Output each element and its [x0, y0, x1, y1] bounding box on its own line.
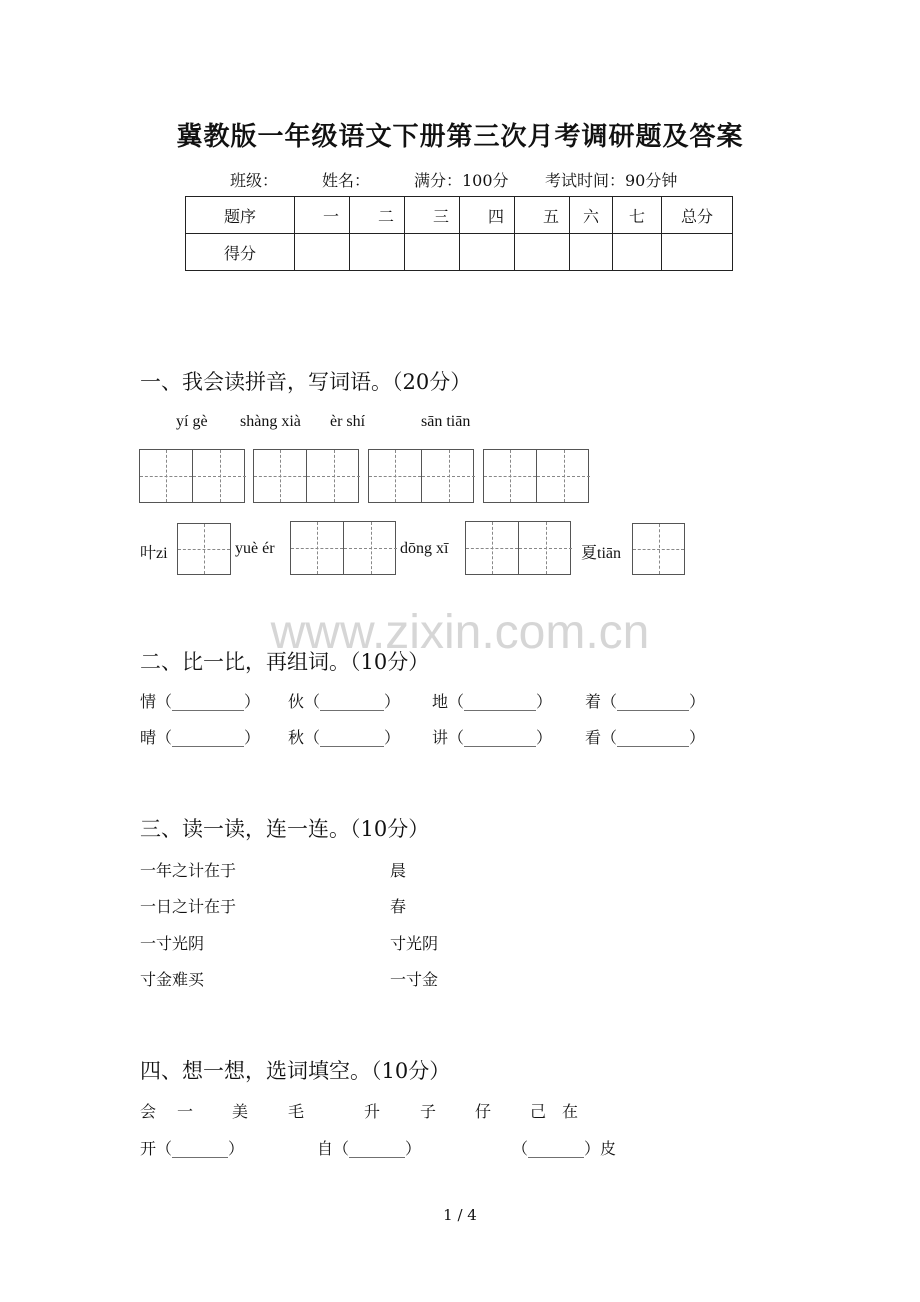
pinyin-label: yí gè	[176, 413, 208, 430]
score-row-label: 得分	[186, 234, 295, 271]
score-header-cell: 七	[613, 197, 662, 234]
score-cell[interactable]	[295, 234, 350, 271]
match-left-item[interactable]: 一日之计在于	[140, 897, 237, 916]
word-blank[interactable]: 伙（________）	[288, 692, 401, 711]
match-right-item[interactable]: 一寸金	[390, 970, 439, 989]
pinyin-label: dōng xī	[400, 540, 449, 557]
score-table-header-row	[186, 197, 733, 234]
match-left-item[interactable]: 一年之计在于	[140, 861, 237, 880]
score-cell[interactable]	[460, 234, 515, 271]
writing-grid[interactable]	[253, 449, 359, 503]
word-choice: 美	[232, 1102, 249, 1121]
name-field: 姓名：	[322, 171, 371, 190]
pinyin-label: 叶zi	[140, 545, 168, 562]
word-blank[interactable]: 讲（_________）	[432, 728, 553, 747]
word-blank[interactable]: 地（_________）	[432, 692, 553, 711]
score-cell[interactable]	[570, 234, 613, 271]
score-header-cell: 总分	[662, 197, 733, 234]
pinyin-label: èr shí	[330, 413, 366, 430]
word-choice: 一	[177, 1102, 194, 1121]
match-right-item[interactable]: 春	[390, 897, 407, 916]
writing-grid[interactable]	[368, 449, 474, 503]
section4-heading: 四、想一想，选词填空。（10分）	[140, 1059, 451, 1083]
writing-grid[interactable]	[465, 521, 571, 575]
match-right-item[interactable]: 寸光阴	[390, 934, 439, 953]
match-left-item[interactable]: 一寸光阴	[140, 934, 205, 953]
score-table	[185, 196, 733, 271]
writing-grid[interactable]	[290, 521, 396, 575]
pinyin-label: sān tiān	[421, 413, 471, 430]
word-blank[interactable]: 情（_________）	[140, 692, 261, 711]
score-table-score-row	[186, 234, 733, 271]
match-right-item[interactable]: 晨	[390, 861, 407, 880]
word-choice: 毛	[288, 1102, 305, 1121]
writing-grid[interactable]	[139, 449, 245, 503]
word-blank[interactable]: 秋（________）	[288, 728, 401, 747]
word-choice: 己	[530, 1102, 547, 1121]
section3-heading: 三、读一读，连一连。（10分）	[140, 817, 430, 841]
fill-blank[interactable]: 开（_______）	[140, 1139, 245, 1158]
score-header-cell: 四	[460, 197, 515, 234]
section2-heading: 二、比一比，再组词。（10分）	[140, 650, 430, 674]
score-cell[interactable]	[350, 234, 405, 271]
score-header-cell: 题序	[186, 197, 295, 234]
section1-heading: 一、我会读拼音，写词语。（20分）	[140, 370, 472, 394]
word-choice: 会	[140, 1102, 157, 1121]
word-blank[interactable]: 晴（_________）	[140, 728, 261, 747]
score-header-cell: 二	[350, 197, 405, 234]
score-header-cell: 六	[570, 197, 613, 234]
score-cell[interactable]	[613, 234, 662, 271]
class-field: 班级：	[230, 171, 279, 190]
pinyin-label: shàng xià	[240, 413, 301, 430]
fill-blank[interactable]: 自（_______）	[317, 1139, 422, 1158]
word-choice: 仔	[475, 1102, 492, 1121]
score-cell[interactable]	[515, 234, 570, 271]
full-score: 满分：100分	[414, 171, 509, 190]
match-left-item[interactable]: 寸金难买	[140, 970, 205, 989]
page-title: 冀教版一年级语文下册第三次月考调研题及答案	[176, 122, 744, 152]
pinyin-label: yuè ér	[235, 540, 275, 557]
word-blank[interactable]: 着（_________）	[585, 692, 706, 711]
exam-time: 考试时间：90分钟	[545, 171, 678, 190]
pinyin-label: 夏tiān	[581, 545, 621, 562]
word-choice: 在	[562, 1102, 579, 1121]
word-blank[interactable]: 看（_________）	[585, 728, 706, 747]
word-choice: 升	[364, 1102, 381, 1121]
score-cell[interactable]	[662, 234, 733, 271]
writing-grid[interactable]	[177, 523, 231, 575]
watermark: www.zixin.com.cn	[270, 606, 650, 659]
page-number: 1 / 4	[443, 1206, 477, 1224]
score-cell[interactable]	[405, 234, 460, 271]
writing-grid[interactable]	[632, 523, 685, 575]
writing-grid[interactable]	[483, 449, 589, 503]
fill-blank[interactable]: （_______）皮	[512, 1139, 617, 1158]
score-header-cell: 三	[405, 197, 460, 234]
score-header-cell: 一	[295, 197, 350, 234]
word-choice: 子	[420, 1102, 437, 1121]
score-header-cell: 五	[515, 197, 570, 234]
